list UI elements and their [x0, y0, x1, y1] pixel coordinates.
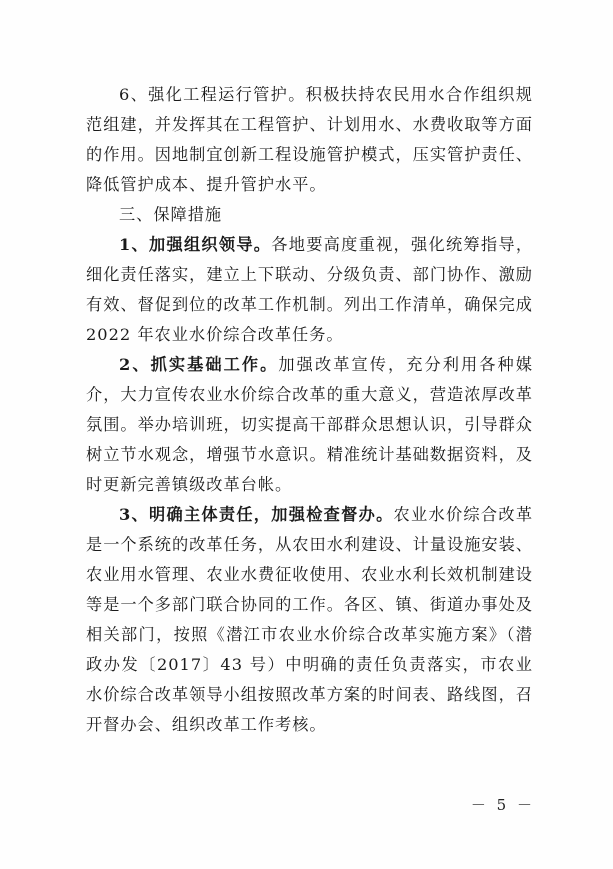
paragraph-item-6	[86, 80, 533, 200]
measure-1-paragraph	[86, 230, 533, 350]
measure-1-title: 1、加强组织领导。	[119, 235, 272, 254]
measure-3-title: 3、明确主体责任，加强检查督办。	[119, 505, 394, 524]
measure-2-title: 2、抓实基础工作。	[119, 355, 279, 374]
paragraph-item-6-text: 6、强化工程运行管护。积极扶持农民用水合作组织规范组建，并发挥其在工程管护、计划用水、水费收取等方面的作用。因地制宜创新工程设施管护模式，压实管护责任、降低管护成本、提升管护水平。	[86, 85, 533, 194]
section-heading-safeguards	[86, 200, 533, 230]
document-body	[86, 80, 533, 740]
measure-2-paragraph	[86, 350, 533, 500]
measure-1-body: 各地要高度重视，强化统筹指导，细化责任落实，建立上下联动、分级负责、部门协作、激励有效、督促到位的改革工作机制。列出工作清单，确保完成 2022 年农业水价综合改革任务。	[86, 235, 534, 344]
section-heading-text: 三、保障措施	[119, 205, 223, 224]
measure-3-paragraph	[86, 500, 533, 740]
measure-3-body: 农业水价综合改革是一个系统的改革任务，从农田水利建设、计量设施安装、农业用水管理、农业水费征收使用、农业水利长效机制建设等是一个多部门联合协同的工作。各区、镇、街道办事处及相关部门，按照《潜江市农业水价综合改革实施方案》（潜政办发〔2017〕43 号）中明确的责任负责落实，市农业水价综合改革领导小组按照改革方案的时间表、路线图，召开督办会、组织改革工作考核。	[86, 505, 534, 734]
page-number: － 5 －	[470, 796, 535, 814]
measure-2-body: 加强改革宣传，充分利用各种媒介，大力宣传农业水价综合改革的重大意义，营造浓厚改革氛围。举办培训班，切实提高干部群众思想认识，引导群众树立节水观念，增强节水意识。精准统计基础数据资料，及时更新完善镇级改革台帐。	[86, 355, 533, 494]
